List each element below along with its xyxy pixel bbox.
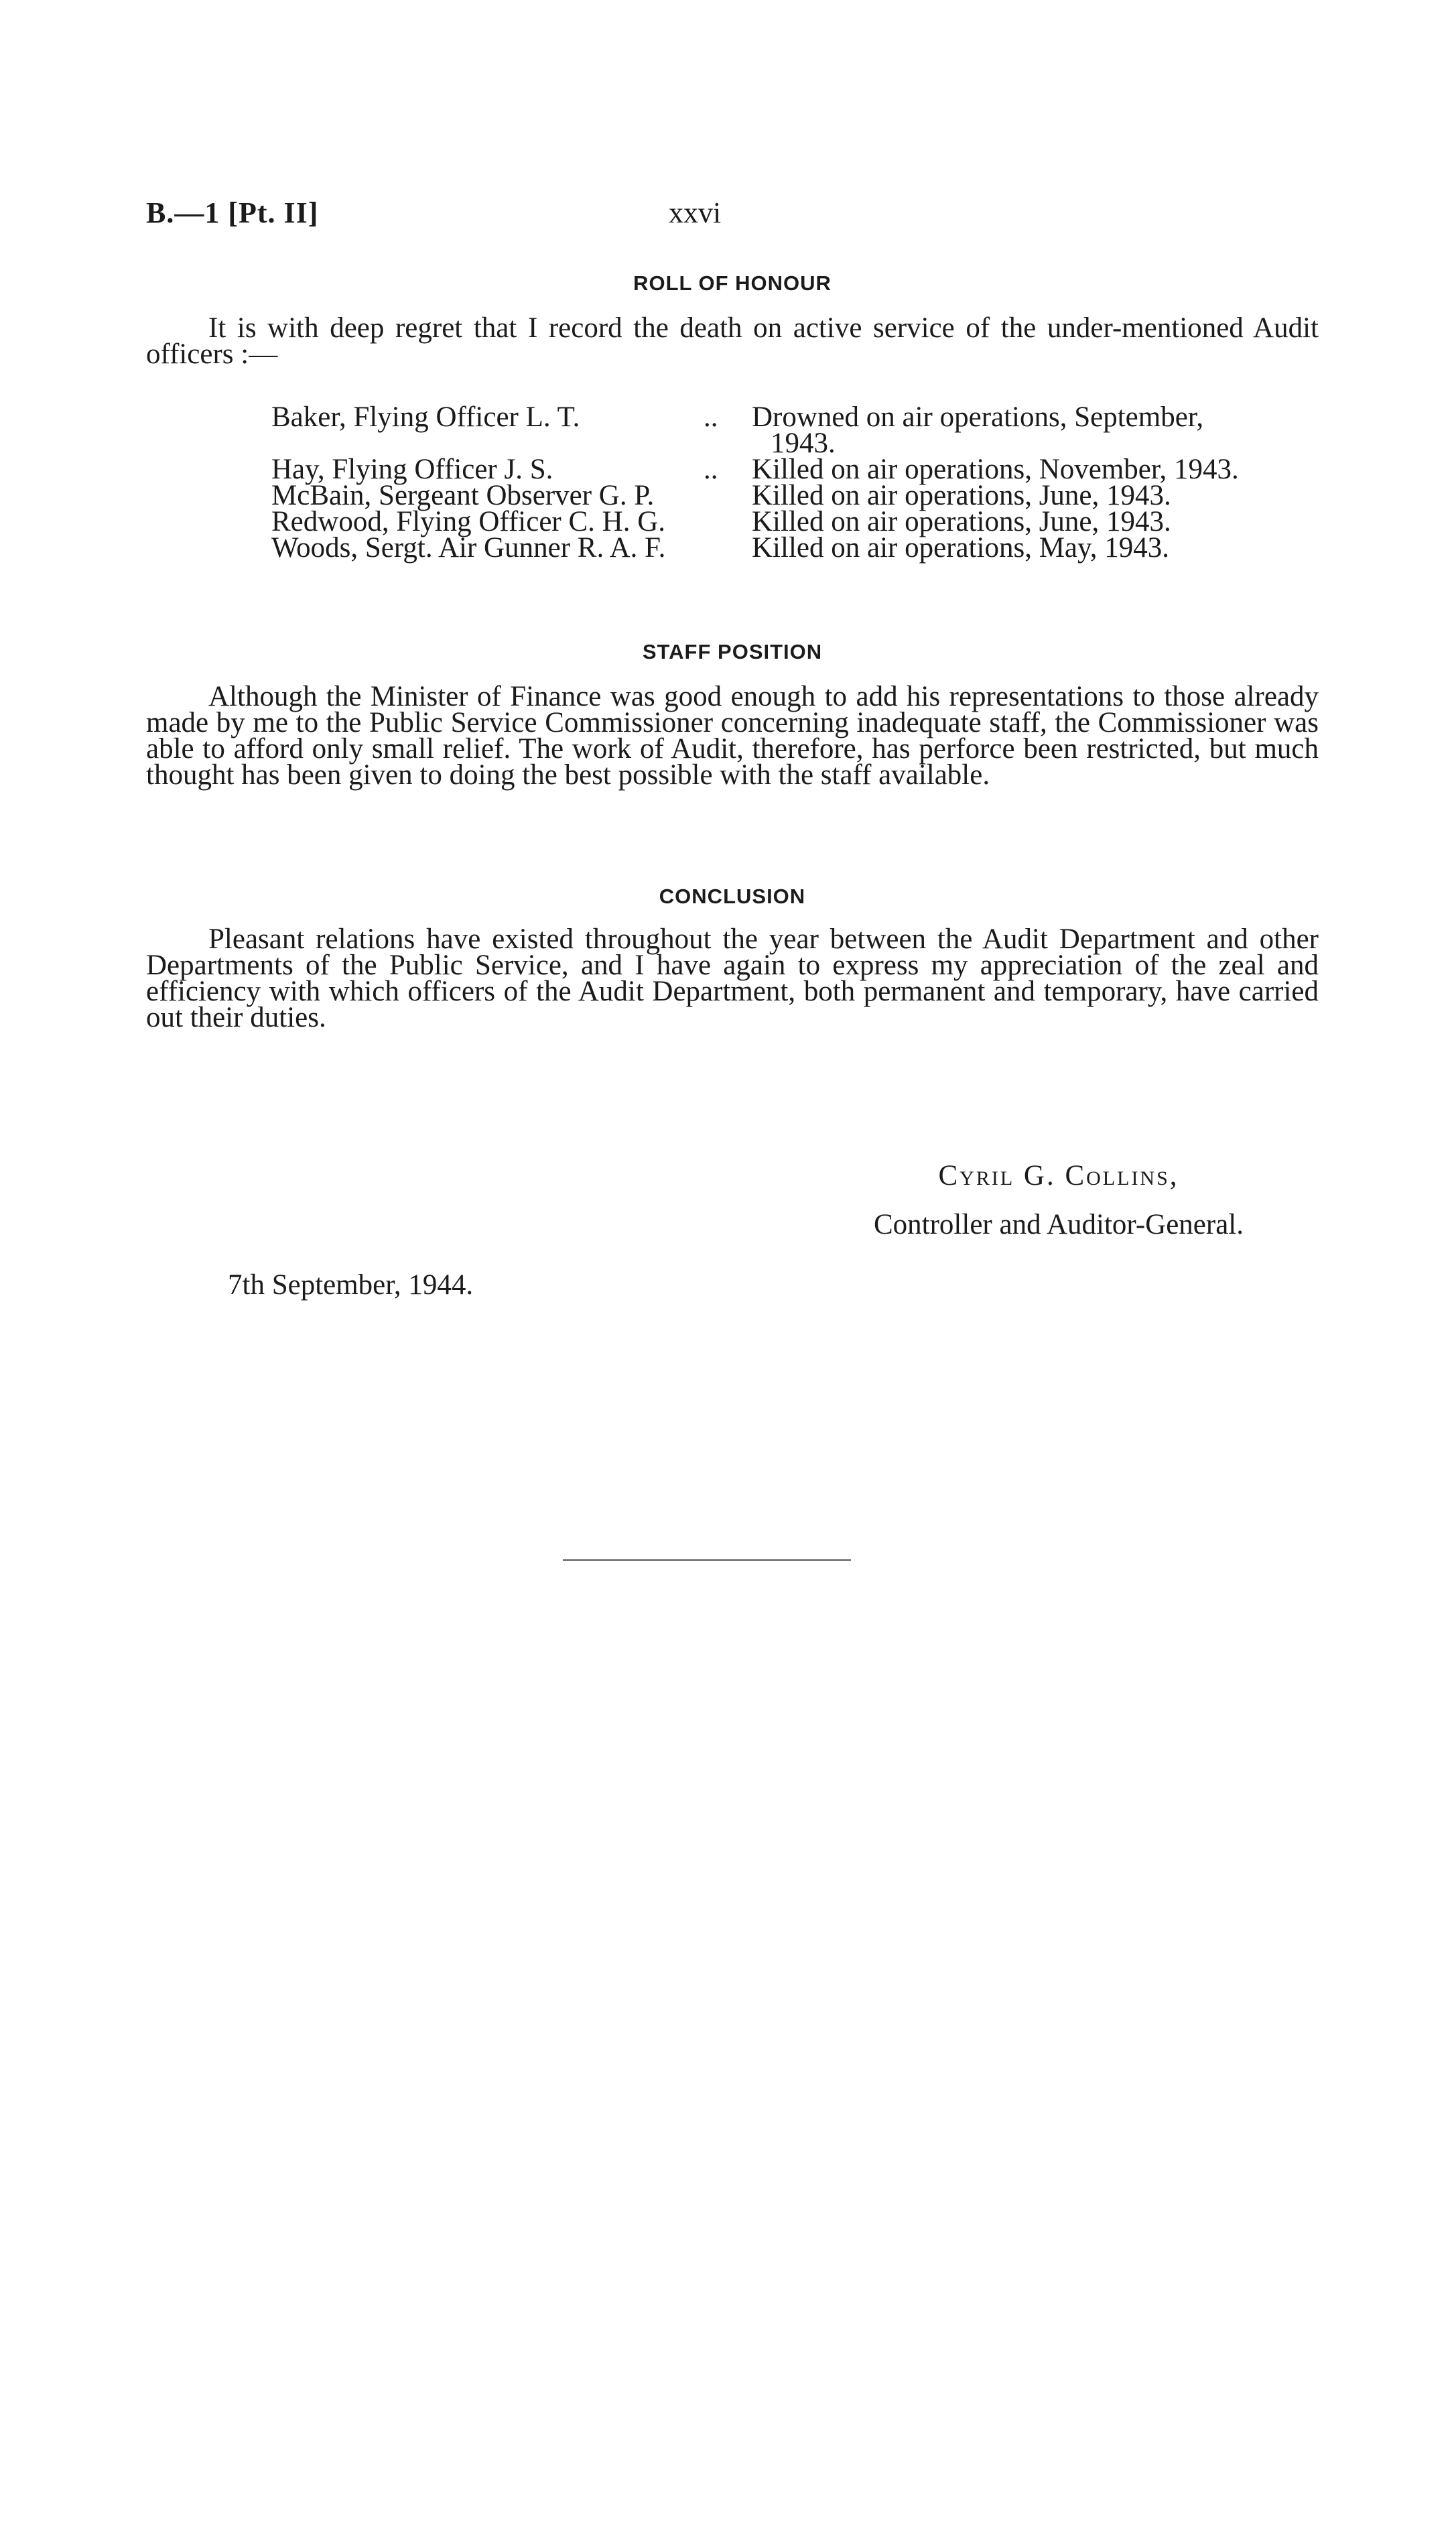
roll-entry-name: Hay, Flying Officer J. S. xyxy=(271,454,553,485)
document-reference: B.—1 [Pt. II] xyxy=(146,196,319,229)
conclusion-heading: CONCLUSION xyxy=(659,885,806,908)
closing-rule xyxy=(563,1559,851,1561)
signatory-name: Cyril G. Collins, xyxy=(938,1160,1179,1191)
document-date: 7th September, 1944. xyxy=(228,1269,474,1301)
roll-entry-note xyxy=(752,401,1320,459)
page-number: xxvi xyxy=(669,196,722,229)
roll-entry-name: Woods, Sergt. Air Gunner R. A. F. xyxy=(271,532,666,564)
roll-entry xyxy=(271,506,1320,537)
roll-of-honour-heading: ROLL OF HONOUR xyxy=(633,271,832,295)
roll-entry-name: Baker, Flying Officer L. T. xyxy=(271,401,580,433)
roll-entry xyxy=(271,454,1320,485)
signatory-title: Controller and Auditor-General. xyxy=(873,1209,1244,1240)
roll-entry-note-continuation: 1943. xyxy=(771,428,836,459)
staff-position-paragraph: Although the Minister of Finance was good enough to add his representations to those already made by me to the Public Service Commissioner concerning inadequate staff, the Commissioner was able to afford only small relief. The work of Audit, therefore, has perforce been restricted, but much thought has been given to doing the best possible with the staff available. xyxy=(146,681,1319,791)
roll-entry-name: McBain, Sergeant Observer G. P. xyxy=(271,480,655,511)
roll-entry-leader: .. xyxy=(704,454,718,485)
conclusion-paragraph: Pleasant relations have existed throughout the year between the Audit Department and other Departments of the Public Service, and I have again to express my appreciation of the zeal and efficiency with which officers of the Audit Department, both permanent and temporary, have carried out their duties. xyxy=(146,923,1319,1033)
roll-entry xyxy=(271,532,1320,564)
roll-entry-note: Killed on air operations, June, 1943. xyxy=(752,506,1171,537)
roll-of-honour-intro: It is with deep regret that I record the death on active service of the under-mentioned Audit officers :— xyxy=(146,312,1319,370)
roll-entry-note-text: Drowned on air operations, September, xyxy=(752,401,1204,433)
roll-entry xyxy=(271,401,1320,459)
roll-of-honour-list xyxy=(271,401,1320,564)
roll-entry-name: Redwood, Flying Officer C. H. G. xyxy=(271,506,666,537)
roll-entry-leader: .. xyxy=(704,401,718,433)
running-head xyxy=(146,196,1319,236)
roll-entry-note: Killed on air operations, November, 1943. xyxy=(752,454,1239,485)
roll-entry-note: Killed on air operations, June, 1943. xyxy=(752,480,1171,511)
roll-entry-note: Killed on air operations, May, 1943. xyxy=(752,532,1169,564)
staff-position-heading: STAFF POSITION xyxy=(642,640,823,663)
roll-entry xyxy=(271,482,1320,509)
